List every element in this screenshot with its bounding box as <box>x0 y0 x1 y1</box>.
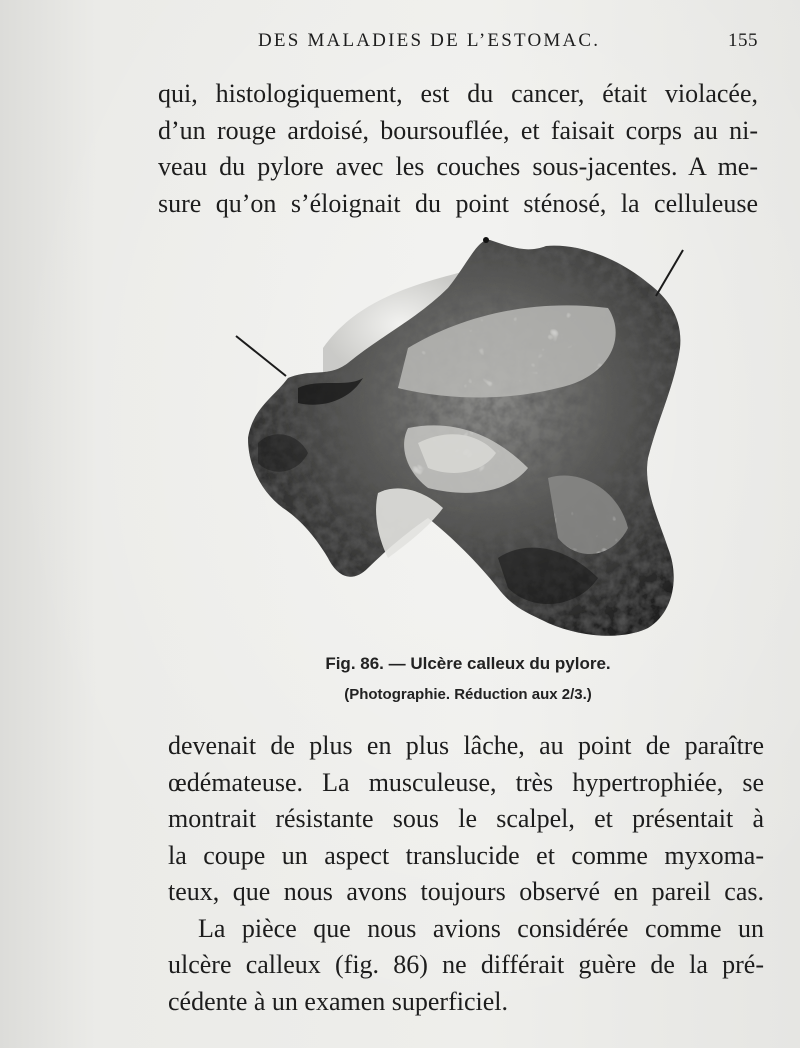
text-line: cédente à un examen superficiel. <box>168 986 508 1016</box>
figure-caption: Fig. 86. — Ulcère calleux du pylore. <box>325 654 611 673</box>
paragraph-top <box>158 76 758 222</box>
stomach-ulcer-photograph-icon <box>228 228 708 648</box>
text-line: d’un rouge ardoisé, boursouflée, et faisait corps au ni- <box>158 115 758 145</box>
text-line: montrait résistante sous le scalpel, et présentait à <box>168 804 764 833</box>
text-line: ulcère calleux (fig. 86) ne différait guère de la pré- <box>168 950 764 979</box>
page-number: 155 <box>728 30 758 51</box>
text-line: la coupe un aspect translucide et comme myxoma- <box>168 840 764 870</box>
running-title: DES MALADIES DE L’ESTOMAC. <box>258 30 601 51</box>
paragraph-bottom <box>168 728 764 1020</box>
text-line: teux, que nous avons toujours observé en pareil cas. <box>168 877 764 906</box>
text-line: œdémateuse. La musculeuse, très hypertrophiée, se <box>168 767 764 797</box>
page-header <box>258 30 758 58</box>
text-line: qui, histologiquement, est du cancer, était violacée, <box>158 79 758 108</box>
text-line: sure qu’on s’éloignait du point sténosé, la celluleuse <box>158 188 758 218</box>
figure-caption-note: (Photographie. Réduction aux 2/3.) <box>344 686 592 703</box>
text-line: devenait de plus en plus lâche, au point de paraître <box>168 731 764 760</box>
figure-photograph <box>228 228 708 648</box>
text-line: La pièce que nous avions considérée comme un <box>198 913 764 943</box>
text-line: veau du pylore avec les couches sous-jacentes. A me- <box>158 152 758 181</box>
